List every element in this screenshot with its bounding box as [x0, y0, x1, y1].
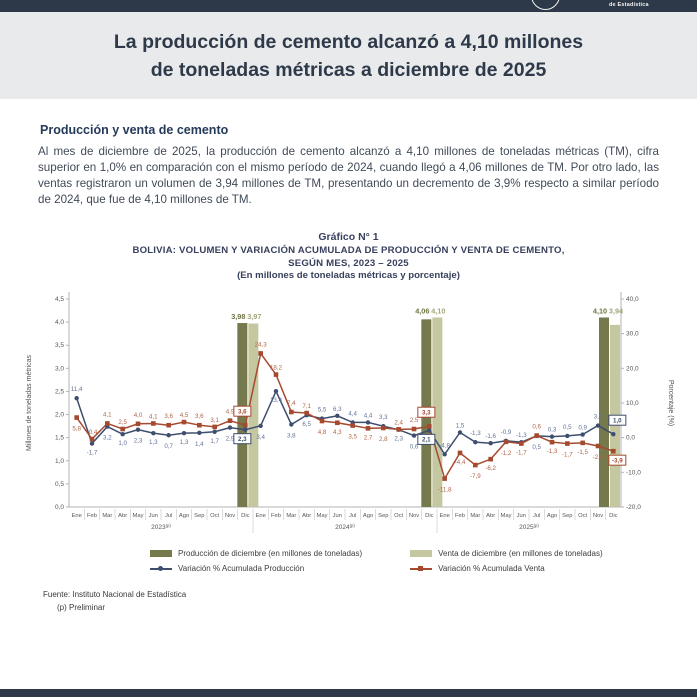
svg-text:-7,9: -7,9: [469, 473, 481, 481]
svg-text:Nov: Nov: [592, 513, 603, 520]
svg-text:Jun: Jun: [148, 513, 158, 520]
svg-text:Ago: Ago: [362, 513, 373, 520]
svg-text:Abr: Abr: [301, 513, 311, 520]
svg-text:0,0: 0,0: [625, 435, 635, 443]
svg-text:5,8: 5,8: [71, 425, 81, 433]
svg-text:2,5: 2,5: [117, 419, 127, 427]
svg-text:0,7: 0,7: [163, 443, 173, 451]
svg-text:-0,4: -0,4: [86, 429, 97, 437]
svg-text:4,10: 4,10: [592, 306, 607, 316]
svg-text:0,6: 0,6: [531, 423, 541, 431]
svg-text:4,5: 4,5: [179, 412, 188, 420]
legend-item-produccion-line: [150, 564, 362, 573]
legend-label: Producción de diciembre (en millones de toneladas): [178, 549, 363, 559]
svg-text:10,0: 10,0: [625, 400, 639, 408]
svg-text:13,4: 13,4: [269, 397, 282, 405]
svg-text:-1,2: -1,2: [500, 450, 511, 458]
svg-text:Oct: Oct: [209, 513, 219, 520]
circle-marker-icon: [158, 566, 163, 571]
svg-text:Dic: Dic: [240, 513, 250, 520]
svg-text:-6,2: -6,2: [484, 465, 496, 473]
svg-text:3,5: 3,5: [593, 413, 602, 421]
svg-text:-4,8: -4,8: [438, 442, 450, 450]
svg-text:Feb: Feb: [270, 513, 281, 520]
svg-text:Jun: Jun: [516, 513, 526, 520]
legend-item-produccion-bar: [150, 549, 362, 558]
svg-text:1,0: 1,0: [612, 417, 622, 425]
svg-text:4,06: 4,06: [414, 306, 429, 316]
legend-item-venta-line: [410, 564, 603, 573]
svg-text:6,5: 6,5: [301, 421, 311, 429]
ine-logo-text: de Estadística: [609, 2, 649, 8]
svg-text:Sep: Sep: [193, 513, 204, 520]
svg-text:1,3: 1,3: [179, 439, 188, 447]
svg-text:0,5: 0,5: [562, 424, 572, 432]
svg-text:4,0: 4,0: [54, 319, 64, 327]
svg-text:2,3: 2,3: [237, 436, 247, 444]
chart-title-block: [0, 230, 697, 283]
svg-text:Jul: Jul: [532, 513, 540, 520]
svg-text:Ene: Ene: [255, 513, 266, 520]
svg-text:3,1: 3,1: [209, 417, 219, 425]
svg-text:Ago: Ago: [178, 513, 189, 520]
svg-text:-20,0: -20,0: [625, 504, 641, 512]
svg-text:-1,3: -1,3: [515, 432, 527, 440]
svg-text:Dic: Dic: [424, 513, 434, 520]
svg-text:2025(p): 2025$^{(p)}$: [518, 523, 539, 532]
svg-text:Ene: Ene: [71, 513, 82, 520]
svg-text:Abr: Abr: [485, 513, 495, 520]
svg-text:4,4: 4,4: [347, 410, 357, 418]
svg-text:1,0: 1,0: [117, 440, 127, 448]
svg-text:-0,9: -0,9: [500, 429, 511, 437]
legend-item-venta-bar: [410, 549, 603, 558]
svg-text:4,3: 4,3: [332, 429, 342, 437]
svg-text:2,5: 2,5: [54, 388, 64, 396]
svg-text:4,1: 4,1: [102, 411, 112, 419]
produccion-line-swatch: [150, 568, 172, 570]
svg-text:-10,0: -10,0: [625, 469, 641, 477]
svg-text:3,98: 3,98: [230, 312, 245, 322]
svg-text:4,5: 4,5: [54, 296, 64, 304]
svg-text:0,5: 0,5: [531, 444, 541, 452]
svg-text:0,3: 0,3: [547, 427, 556, 435]
chart-legend: [150, 549, 697, 573]
svg-text:3,4: 3,4: [255, 434, 265, 442]
svg-text:-1,6: -1,6: [484, 433, 496, 441]
svg-text:3,2: 3,2: [102, 434, 112, 442]
page-title-line1: La producción de cemento alcanzó a 4,10 millones: [113, 31, 584, 53]
svg-text:Oct: Oct: [393, 513, 403, 520]
svg-text:1,0: 1,0: [54, 458, 64, 466]
svg-text:4,4: 4,4: [363, 412, 372, 420]
svg-text:7,4: 7,4: [286, 400, 296, 408]
svg-text:0,6: 0,6: [409, 443, 418, 451]
source-line: Fuente: Instituto Nacional de Estadística: [43, 590, 187, 600]
svg-text:1,4: 1,4: [194, 441, 204, 449]
svg-text:0,0: 0,0: [54, 504, 64, 512]
svg-text:-11,8: -11,8: [437, 486, 451, 494]
svg-text:-1,5: -1,5: [576, 449, 588, 457]
svg-text:Mar: Mar: [469, 513, 480, 520]
legend-label: Variación % Acumulada Venta: [438, 564, 545, 574]
chart-subtitle-bold: BOLIVIA:: [132, 244, 177, 256]
svg-text:Oct: Oct: [577, 513, 587, 520]
svg-text:May: May: [500, 513, 511, 520]
header-bar: [0, 0, 697, 12]
svg-text:2,8: 2,8: [378, 436, 388, 444]
svg-text:2,3: 2,3: [393, 436, 403, 444]
chart-subtitle: [0, 245, 697, 258]
svg-text:0,5: 0,5: [54, 481, 64, 489]
svg-text:3,5: 3,5: [54, 342, 64, 350]
svg-text:-1,7: -1,7: [86, 449, 97, 457]
svg-text:May: May: [132, 513, 143, 520]
svg-text:0,9: 0,9: [577, 424, 587, 432]
svg-text:2024(p): 2024$^{(p)}$: [334, 523, 355, 532]
left-axis-title: Millones de toneladas métricas: [25, 355, 33, 452]
svg-text:30,0: 30,0: [625, 331, 639, 339]
produccion-bar-swatch: [150, 550, 172, 557]
svg-text:3,6: 3,6: [194, 413, 204, 421]
chart-subtitle-rest: VOLUMEN Y VARIACIÓN ACUMULADA DE PRODUCCIÓN Y VENTA DE CEMENTO,: [176, 244, 565, 256]
svg-text:4,1: 4,1: [148, 413, 158, 421]
svg-text:Abr: Abr: [117, 513, 127, 520]
svg-text:-1,7: -1,7: [515, 449, 527, 457]
chart-number: Gráfico N° 1: [318, 231, 379, 244]
svg-text:6,3: 6,3: [332, 406, 342, 414]
square-marker-icon: [418, 566, 423, 571]
chart-units: (En millones de toneladas métricas y porcentaje): [237, 270, 460, 282]
section-heading: Producción y venta de cemento: [40, 122, 229, 137]
bar-produccion-2025: [599, 318, 609, 508]
svg-text:3,6: 3,6: [237, 408, 247, 416]
footer-bar: [0, 689, 697, 697]
svg-text:3,6: 3,6: [163, 413, 173, 421]
svg-text:Jul: Jul: [164, 513, 172, 520]
svg-text:Jul: Jul: [348, 513, 356, 520]
svg-text:-3,9: -3,9: [611, 457, 623, 465]
svg-text:Feb: Feb: [454, 513, 465, 520]
svg-text:May: May: [316, 513, 327, 520]
svg-text:5,5: 5,5: [317, 406, 326, 414]
svg-text:-2,4: -2,4: [592, 454, 603, 462]
ine-logo-emblem-icon: [531, 0, 560, 10]
svg-text:1,5: 1,5: [455, 422, 464, 430]
svg-text:-1,3: -1,3: [546, 448, 557, 456]
svg-text:3,94: 3,94: [608, 306, 623, 316]
svg-text:2,9: 2,9: [225, 436, 234, 444]
preliminary-note: (p) Preliminar: [57, 602, 106, 612]
legend-label: Variación % Acumulada Producción: [178, 564, 305, 574]
svg-text:3,5: 3,5: [347, 433, 357, 441]
svg-text:2,7: 2,7: [363, 434, 372, 442]
cement-chart: [19, 289, 679, 541]
legend-label: Venta de diciembre (en millones de toneladas): [438, 549, 603, 559]
svg-text:3,3: 3,3: [421, 409, 431, 417]
svg-text:7,1: 7,1: [301, 403, 311, 411]
svg-text:4,8: 4,8: [317, 429, 326, 437]
svg-text:1,3: 1,3: [148, 439, 158, 447]
svg-text:4,0: 4,0: [133, 412, 142, 420]
svg-text:1,7: 1,7: [209, 438, 219, 446]
page-title-line2: de toneladas métricas a diciembre de 2025: [150, 59, 547, 82]
svg-text:24,3: 24,3: [254, 341, 267, 349]
svg-text:Ago: Ago: [546, 513, 557, 520]
svg-text:4,10: 4,10: [430, 306, 445, 316]
svg-text:3,8: 3,8: [286, 432, 296, 440]
svg-text:Ene: Ene: [439, 513, 450, 520]
chart-period: SEGÚN MES, 2023 – 2025: [288, 257, 409, 269]
svg-text:Dic: Dic: [608, 513, 618, 520]
svg-text:20,0: 20,0: [625, 365, 639, 373]
svg-text:Sep: Sep: [561, 513, 572, 520]
svg-text:2,0: 2,0: [54, 411, 64, 419]
svg-text:2,5: 2,5: [409, 417, 418, 425]
svg-text:2,4: 2,4: [393, 419, 403, 427]
svg-text:-1,7: -1,7: [561, 451, 573, 459]
svg-text:Sep: Sep: [377, 513, 388, 520]
svg-text:2023(p): 2023$^{(p)}$: [150, 523, 171, 532]
svg-text:40,0: 40,0: [625, 296, 639, 304]
chart-footer: [43, 589, 697, 614]
svg-text:Jun: Jun: [332, 513, 342, 520]
venta-line-swatch: [410, 568, 432, 570]
svg-text:Mar: Mar: [285, 513, 296, 520]
svg-text:-4,4: -4,4: [454, 459, 465, 467]
svg-text:-1,3: -1,3: [469, 430, 481, 438]
right-axis-title: Porcentaje (%): [666, 380, 674, 427]
svg-text:11,4: 11,4: [70, 386, 82, 394]
venta-bar-swatch: [410, 550, 432, 557]
title-banner: [0, 12, 697, 99]
svg-text:2,1: 2,1: [421, 437, 431, 445]
svg-text:4,9: 4,9: [225, 409, 234, 417]
svg-text:2,3: 2,3: [133, 438, 142, 446]
svg-text:Nov: Nov: [224, 513, 235, 520]
svg-text:Nov: Nov: [408, 513, 419, 520]
svg-text:Mar: Mar: [101, 513, 112, 520]
svg-text:3,0: 3,0: [54, 365, 64, 373]
svg-text:3,3: 3,3: [378, 414, 388, 422]
svg-text:Feb: Feb: [86, 513, 97, 520]
body-paragraph: Al mes de diciembre de 2025, la producción de cemento alcanzó a 4,10 millones de toneladas métricas (TM), cifra superior en 1,0% en comparación con el mismo período de 2024, cuando llegó a 4,06 millones de TM. Por otro lado, las ventas registraron un volumen de 3,94 millones de TM, presentando un decremento de 3,9% respecto a similar período de 2024, que fue de 4,10 millones de TM.: [38, 144, 659, 207]
svg-text:3,97: 3,97: [246, 312, 261, 322]
svg-text:18,2: 18,2: [269, 364, 282, 372]
svg-text:1,5: 1,5: [54, 435, 64, 443]
